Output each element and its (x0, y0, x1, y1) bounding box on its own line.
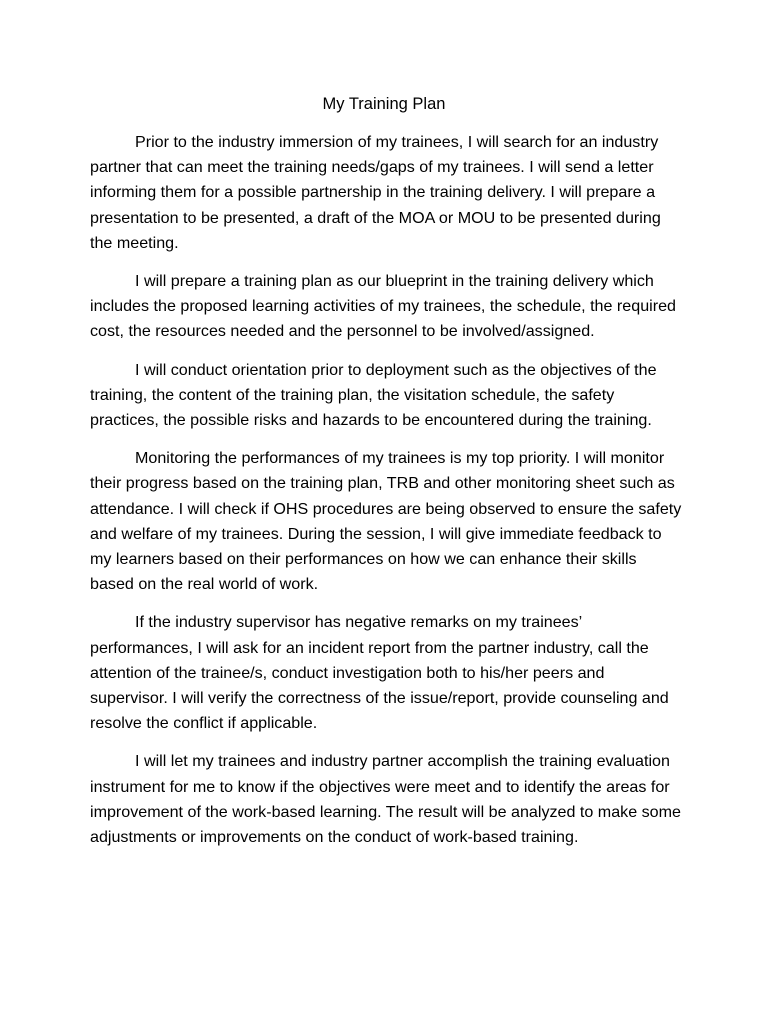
paragraph-2: I will prepare a training plan as our blueprint in the training delivery which includes the proposed learning activities of my trainees, the schedule, the required cost, the resources needed and the personnel to be involved/assigned. (90, 272, 676, 341)
document-title: My Training Plan (322, 95, 446, 113)
paragraph-5: If the industry supervisor has negative remarks on my trainees’ performances, I will ask for an incident report from the partner industry, call the attention of the trainee/s, conduct investigation both to his/her peers and supervisor. I will verify the correctness of the issue/report, provide counseling and resolve the conflict if applicable. (90, 613, 669, 733)
document-body (90, 130, 682, 863)
paragraph-1: Prior to the industry immersion of my trainees, I will search for an industry partner that can meet the training needs/gaps of my trainees. I will send a letter informing them for a possible partnership in the training delivery. I will prepare a presentation to be presented, a draft of the MOA or MOU to be presented during the meeting. (90, 133, 661, 252)
paragraph-4: Monitoring the performances of my trainees is my top priority. I will monitor their progress based on the training plan, TRB and other monitoring sheet such as attendance. I will check if OHS procedures are being observed to ensure the safety and welfare of my trainees. During the session, I will give immediate feedback to my learners based on their performances on how we can enhance their skills based on the real world of work. (90, 449, 682, 594)
paragraph-6: I will let my trainees and industry partner accomplish the training evaluation instrument for me to know if the objectives were meet and to identify the areas for improvement of the work-based learning. The result will be analyzed to make some adjustments or improvements on the conduct of work-based training. (90, 752, 681, 847)
paragraph-3: I will conduct orientation prior to deployment such as the objectives of the training, the content of the training plan, the visitation schedule, the safety practices, the possible risks and hazards to be encountered during the training. (90, 360, 657, 430)
